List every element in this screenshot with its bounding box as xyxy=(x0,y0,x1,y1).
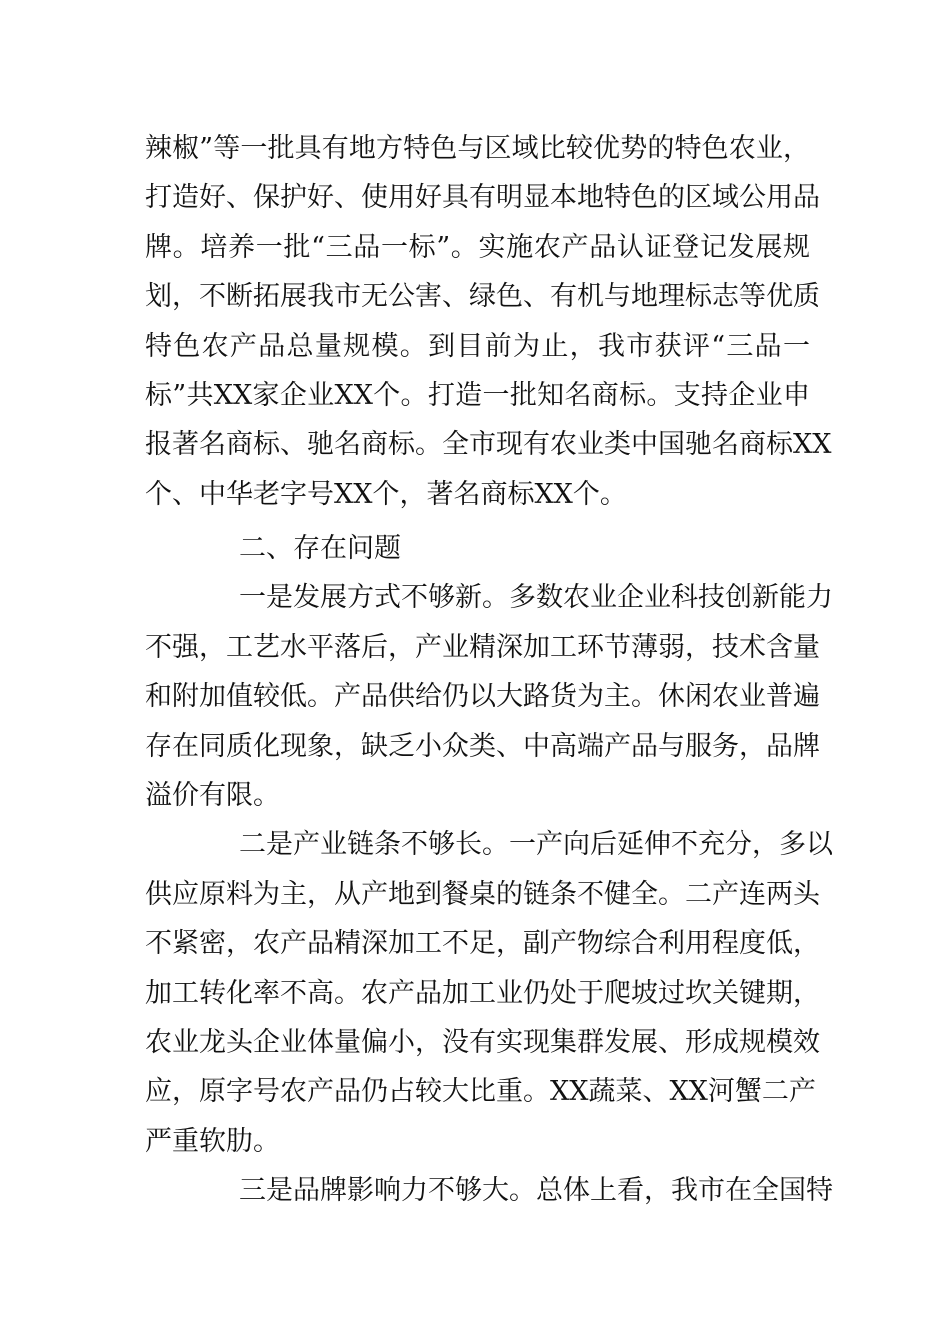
text-line: 一是发展方式不够新。多数农业企业科技创新能力 xyxy=(239,582,833,614)
text-line: 报著名商标、驰名商标。全市现有农业类中国驰名商标XX xyxy=(145,429,832,461)
text-line: 农业龙头企业体量偏小，没有实现集群发展、形成规模效 xyxy=(145,1026,820,1058)
text-line: 应，原字号农产品仍占较大比重。XX蔬菜、XX河蟹二产 xyxy=(145,1076,816,1108)
text-line: 不紧密，农产品精深加工不足，副产物综合利用程度低， xyxy=(145,928,820,960)
text-line: 划，不断拓展我市无公害、绿色、有机与地理标志等优质 xyxy=(145,281,820,313)
text-line: 溢价有限。 xyxy=(145,779,280,811)
text-line: 严重软肋。 xyxy=(145,1125,280,1157)
section-heading: 二、存在问题 xyxy=(239,533,401,564)
text-line: 个、中华老字号XX个，著名商标XX个。 xyxy=(145,478,627,510)
text-line: 二是产业链条不够长。一产向后延伸不充分，多以 xyxy=(239,829,833,861)
text-line: 供应原料为主，从产地到餐桌的链条不健全。二产连两头 xyxy=(145,878,820,910)
paragraph-brand-continuation xyxy=(145,124,832,519)
text-line: 打造好、保护好、使用好具有明显本地特色的区域公用品 xyxy=(145,182,820,214)
text-line: 存在同质化现象，缺乏小众类、中高端产品与服务，品牌 xyxy=(145,730,820,762)
text-line: 加工转化率不高。农产品加工业仍处于爬坡过坎关键期， xyxy=(145,977,820,1009)
text-line: 辣椒”等一批具有地方特色与区域比较优势的特色农业， xyxy=(145,133,810,164)
text-line: 和附加值较低。产品供给仍以大路货为主。休闲农业普遍 xyxy=(145,681,820,713)
text-line: 三是品牌影响力不够大。总体上看，我市在全国特 xyxy=(239,1175,833,1207)
text-line: 特色农产品总量规模。到目前为止，我市获评“三品一 xyxy=(145,330,810,362)
text-line: 牌。培养一批“三品一标”。实施农产品认证登记发展规 xyxy=(145,231,810,263)
problems-section xyxy=(145,524,833,1215)
text-line: 标”共XX家企业XX个。打造一批知名商标。支持企业申 xyxy=(145,379,810,411)
text-line: 不强，工艺水平落后，产业精深加工环节薄弱，技术含量 xyxy=(145,631,820,663)
